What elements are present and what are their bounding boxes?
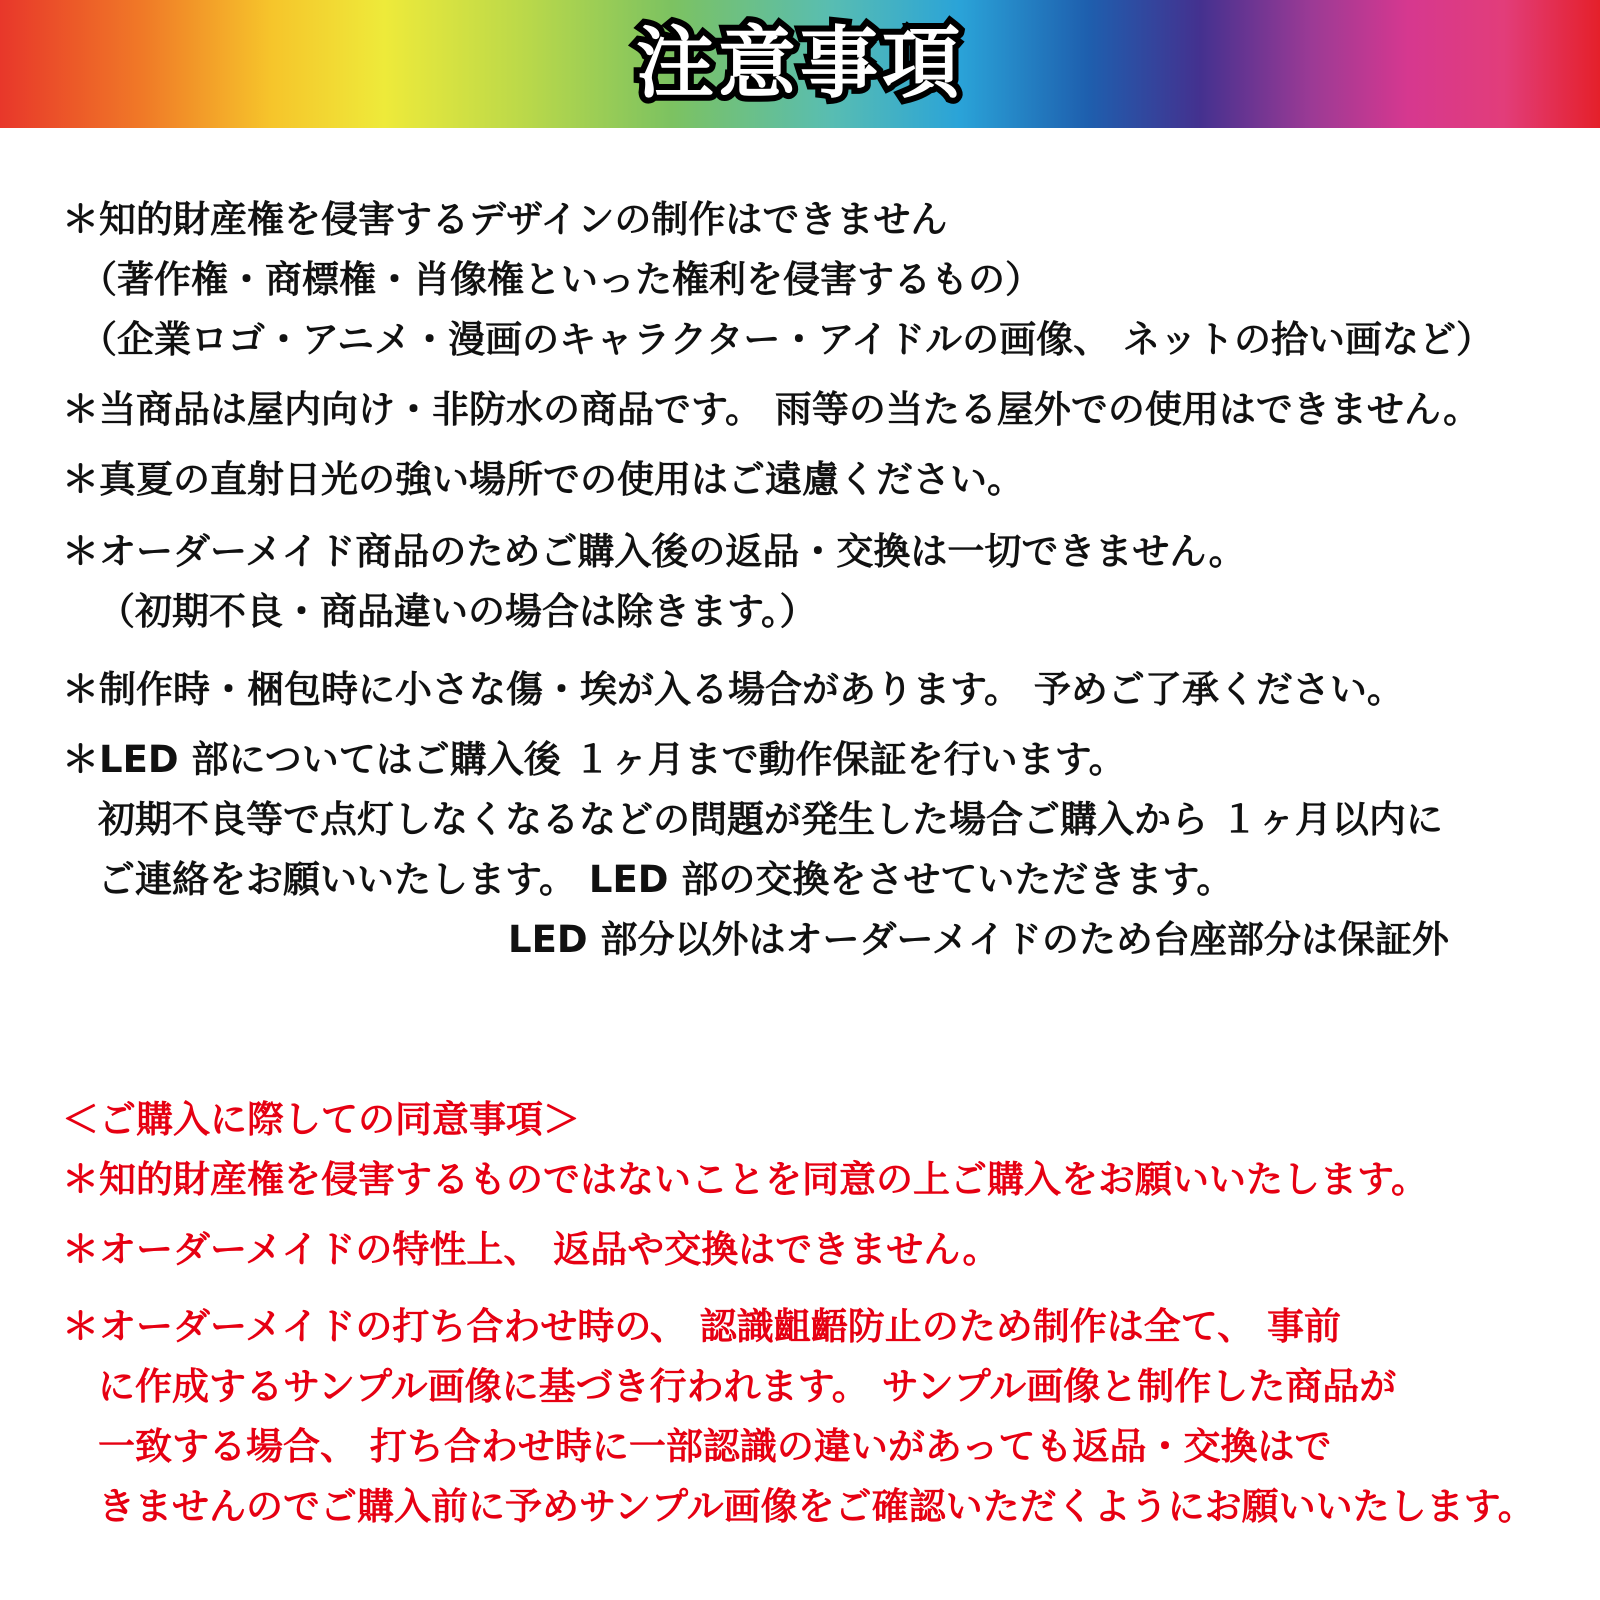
- notice-order-line-1: ＊オーダーメイド商品のためご購入後の返品・交換は一切できません。: [62, 530, 1246, 573]
- agreement-item-3-line-2: に作成するサンプル画像に基づき行われます。 サンプル画像と制作した商品が: [98, 1365, 1397, 1408]
- rainbow-header-banner: [0, 0, 1600, 128]
- notice-ip-line-2: （著作権・商標権・肖像権といった権利を侵害するもの）: [80, 258, 1042, 301]
- agreement-item-3-line-1: ＊オーダーメイドの打ち合わせ時の、 認識齟齬防止のため制作は全て、 事前: [62, 1305, 1341, 1348]
- notice-led-line-4: LED 部分以外はオーダーメイドのため台座部分は保証外: [508, 918, 1449, 961]
- agreement-item-2: ＊オーダーメイドの特性上、 返品や交換はできません。: [62, 1228, 1000, 1271]
- agreement-heading: ＜ご購入に際しての同意事項＞: [62, 1098, 580, 1141]
- notice-order-line-2: （初期不良・商品違いの場合は除きます。）: [98, 590, 817, 633]
- notice-ip-line-3: （企業ロゴ・アニメ・漫画のキャラクター・アイドルの画像、 ネットの拾い画など）: [80, 318, 1493, 361]
- notice-ip-line-1: ＊知的財産権を侵害するデザインの制作はできません: [62, 198, 948, 241]
- page-title: 注意事項: [635, 19, 964, 109]
- notice-indoor: ＊当商品は屋内向け・非防水の商品です。 雨等の当たる屋外での使用はできません。: [62, 388, 1481, 431]
- agreement-item-1: ＊知的財産権を侵害するものではないことを同意の上ご購入をお願いいたします。: [62, 1158, 1429, 1201]
- agreement-item-3-line-3: 一致する場合、 打ち合わせ時に一部認識の違いがあっても返品・交換はで: [98, 1425, 1332, 1468]
- notice-sunlight: ＊真夏の直射日光の強い場所での使用はご遠慮ください。: [62, 458, 1024, 501]
- notice-led-line-3: ご連絡をお願いいたします。 LED 部の交換をさせていただきます。: [98, 858, 1234, 901]
- agreement-item-3-line-4: きませんのでご購入前に予めサンプル画像をご確認いただくようにお願いいたします。: [98, 1485, 1535, 1528]
- notice-led-line-2: 初期不良等で点灯しなくなるなどの問題が発生した場合ご購入から １ヶ月以内に: [98, 798, 1443, 841]
- notice-damage: ＊制作時・梱包時に小さな傷・埃が入る場合があります。 予めご了承ください。: [62, 668, 1404, 711]
- notice-led-line-1: ＊LED 部についてはご購入後 １ヶ月まで動作保証を行います。: [62, 738, 1126, 781]
